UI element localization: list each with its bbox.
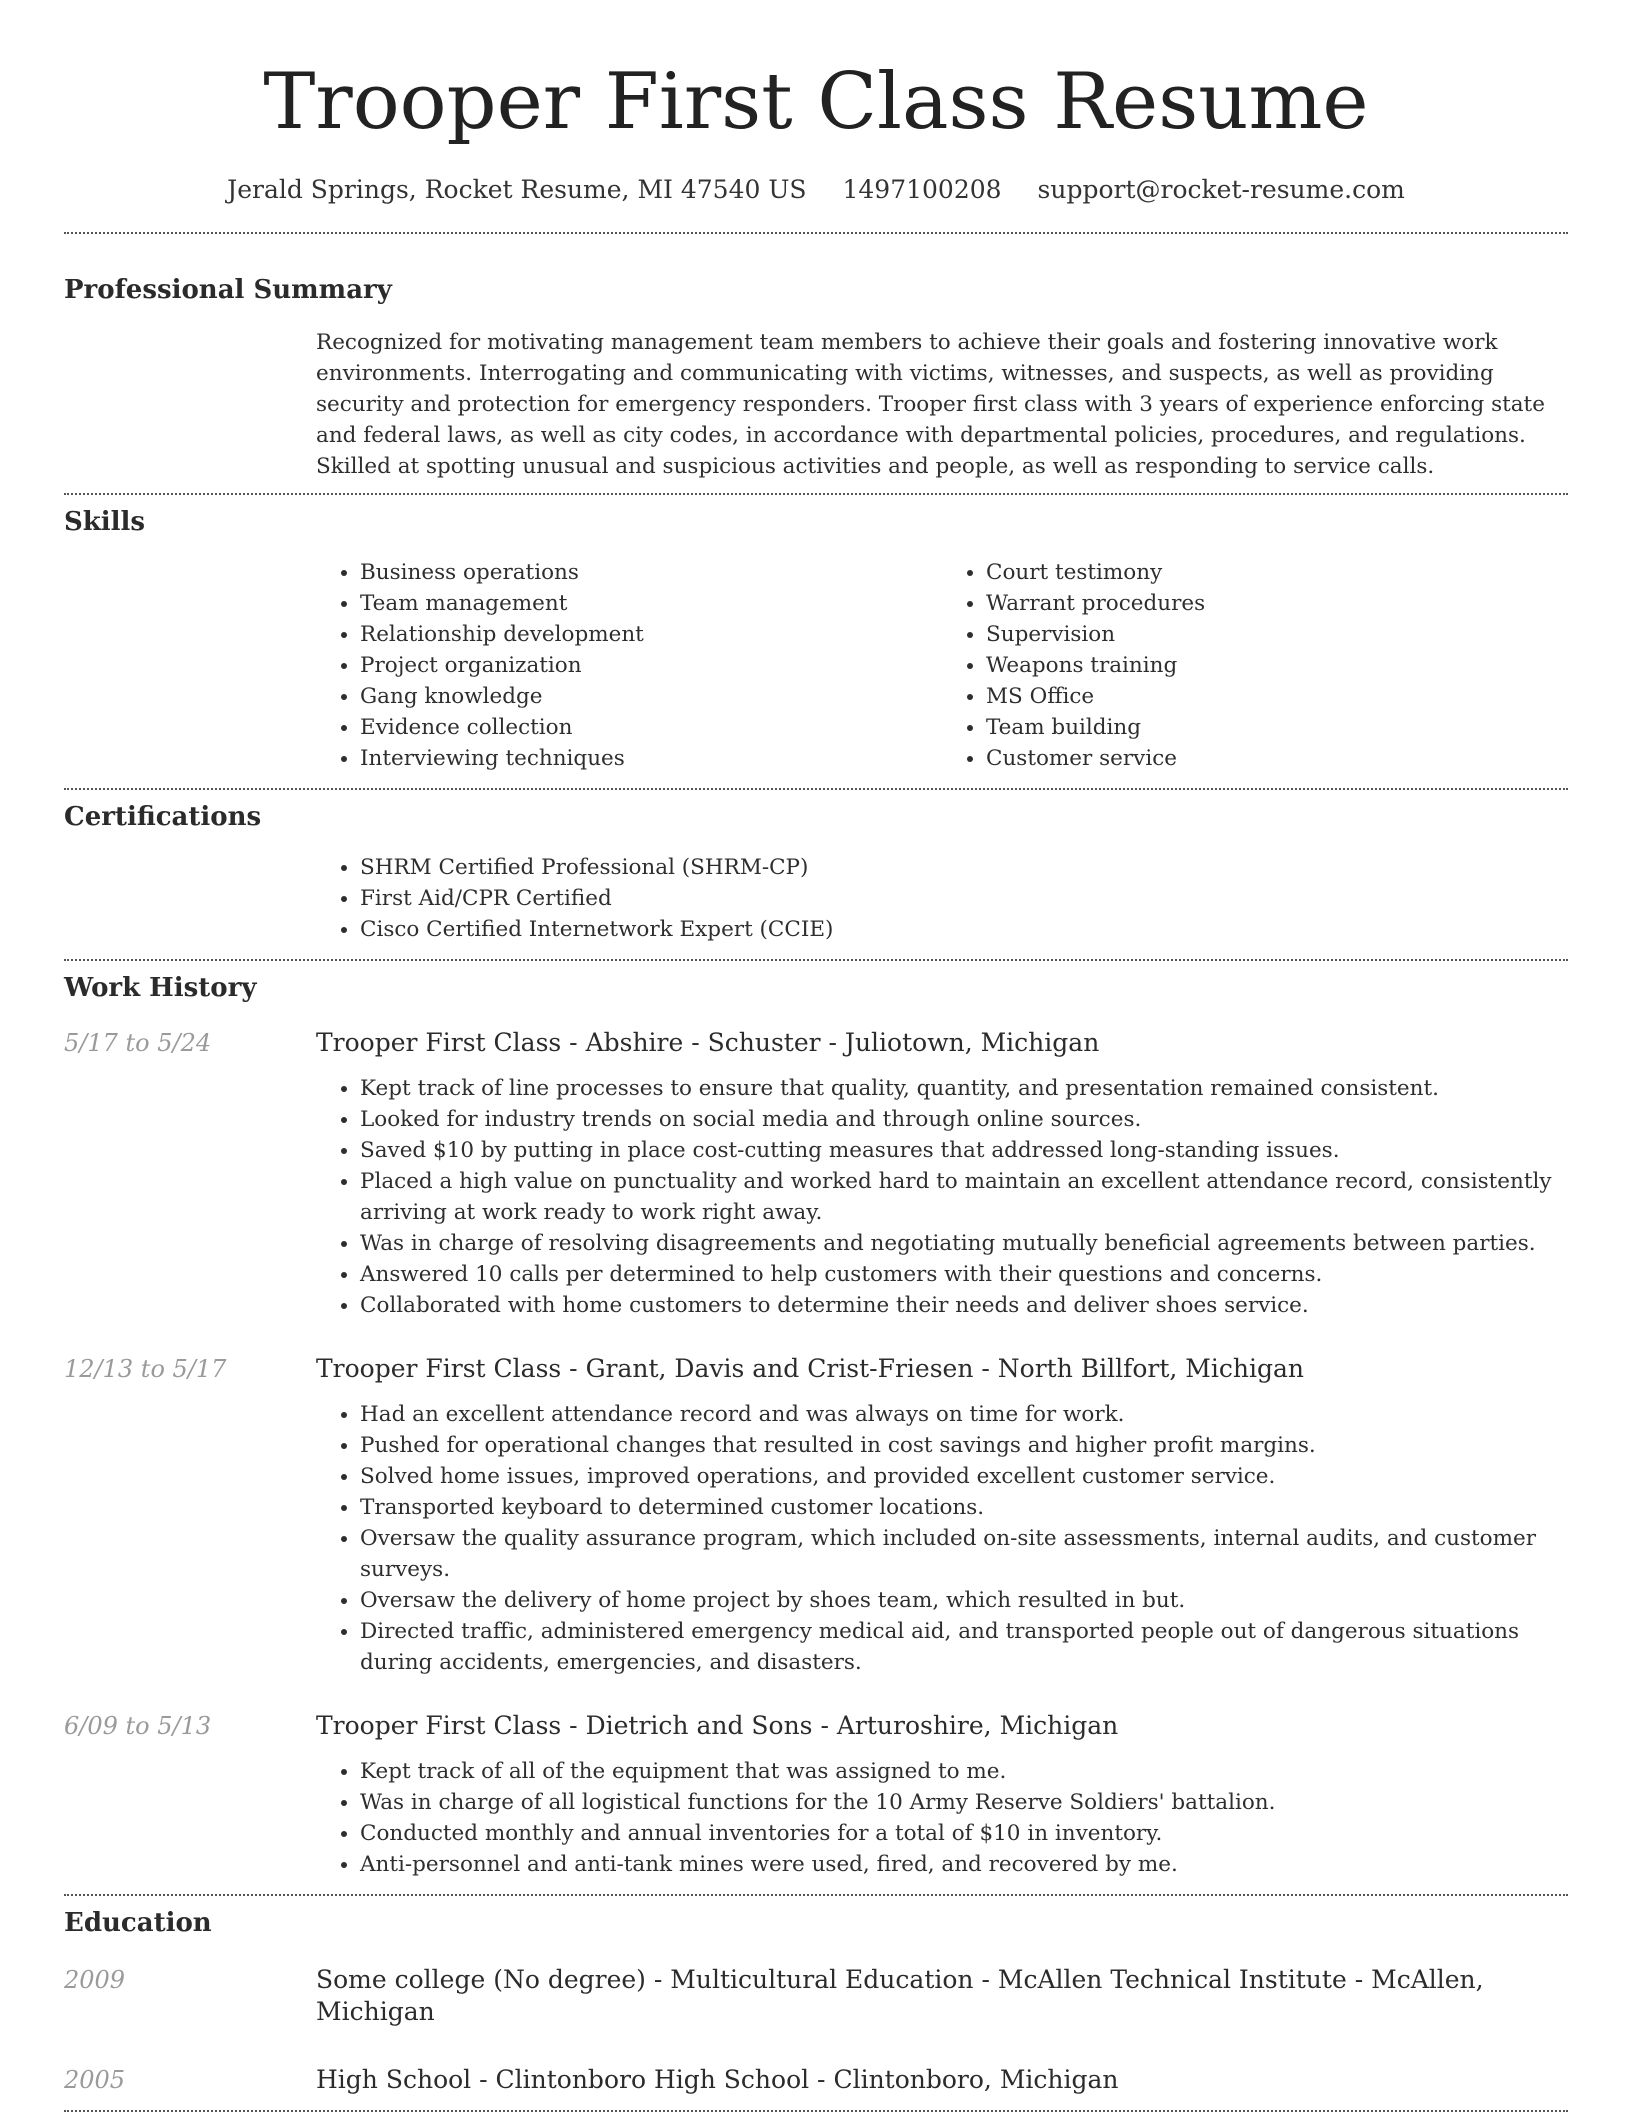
job-bullets (316, 1073, 1568, 1321)
contact-line (64, 174, 1568, 206)
list-item: • Warrant procedures (986, 588, 1568, 619)
summary-text: Recognized for motivating management team members to achieve their goals and fostering innovative work environments. Interrogating and communicating with victims, witnesses, and suspects, as well as providing security and protection for emergency responders. Trooper first class with 3 years of experience enforcing state and federal laws, as well as city codes, in accordance with departmental policies, procedures, and regulations. Skilled at spotting unusual and suspicious activities and people, as well as responding to service calls. (316, 330, 1545, 479)
list-item: • Customer service (986, 743, 1568, 774)
resume-title: Trooper First Class Resume (263, 57, 1369, 147)
list-item: • Supervision (986, 619, 1568, 650)
list-item: • Directed traffic, administered emergency medical aid, and transported people out of dangerous situations during accidents, emergencies, and disasters. (360, 1616, 1568, 1678)
job-entry (64, 1027, 1568, 1321)
list-item: • Team management (360, 588, 942, 619)
job-entry (64, 1353, 1568, 1678)
list-item: • Interviewing techniques (360, 743, 942, 774)
job-bullets (316, 1399, 1568, 1678)
list-item: • Answered 10 calls per determined to help customers with their questions and concerns. (360, 1259, 1568, 1290)
skills-column-left (316, 557, 942, 774)
list-item: • Was in charge of all logistical functions for the 10 Army Reserve Soldiers' battalion. (360, 1787, 1568, 1818)
job-title: Trooper First Class - Abshire - Schuster - Juliotown, Michigan (316, 1028, 1100, 1057)
job-dates: 5/17 to 5/24 (64, 1029, 212, 1057)
section-title-education: Education (64, 1908, 212, 1938)
list-item: • Was in charge of resolving disagreements and negotiating mutually beneficial agreements between parties. (360, 1228, 1568, 1259)
list-item: • Saved $10 by putting in place cost-cutting measures that addressed long-standing issues. (360, 1135, 1568, 1166)
list-item: • Had an excellent attendance record and was always on time for work. (360, 1399, 1568, 1430)
list-item: • Anti-personnel and anti-tank mines were used, fired, and recovered by me. (360, 1849, 1568, 1880)
list-item: • First Aid/CPR Certified (360, 883, 1568, 914)
list-item: • Gang knowledge (360, 681, 942, 712)
list-item: • SHRM Certified Professional (SHRM-CP) (360, 852, 1568, 883)
job-dates: 12/13 to 5/17 (64, 1355, 227, 1383)
job-bullets (316, 1756, 1568, 1880)
list-item: • Kept track of line processes to ensure that quality, quantity, and presentation remained consistent. (360, 1073, 1568, 1104)
education-year: 2005 (64, 2066, 126, 2094)
certifications-list (316, 852, 1568, 945)
list-item: • Kept track of all of the equipment that was assigned to me. (360, 1756, 1568, 1787)
list-item: • Weapons training (986, 650, 1568, 681)
list-item: • Collaborated with home customers to determine their needs and deliver shoes service. (360, 1290, 1568, 1321)
education-entry (64, 2064, 1568, 2096)
section-title-certifications: Certifications (64, 802, 262, 832)
list-item: • Cisco Certified Internetwork Expert (CCIE) (360, 914, 1568, 945)
contact-address: Jerald Springs, Rocket Resume, MI 47540 US (227, 175, 807, 204)
contact-email[interactable]: support@rocket-resume.com (1037, 175, 1405, 204)
list-item: • Transported keyboard to determined customer locations. (360, 1492, 1568, 1523)
list-item: • Oversaw the delivery of home project by shoes team, which resulted in but. (360, 1585, 1568, 1616)
job-entry (64, 1710, 1568, 1880)
section-title-work-history: Work History (64, 973, 257, 1003)
education-year: 2009 (64, 1966, 126, 1994)
list-item: • Evidence collection (360, 712, 942, 743)
list-item: • Relationship development (360, 619, 942, 650)
job-title: Trooper First Class - Dietrich and Sons - Arturoshire, Michigan (316, 1711, 1119, 1740)
job-title: Trooper First Class - Grant, Davis and Crist-Friesen - North Billfort, Michigan (316, 1354, 1305, 1383)
contact-phone: 1497100208 (842, 175, 1002, 204)
list-item: • Solved home issues, improved operations, and provided excellent customer service. (360, 1461, 1568, 1492)
section-title-skills: Skills (64, 507, 146, 537)
list-item: • Oversaw the quality assurance program, which included on-site assessments, internal audits, and customer surveys. (360, 1523, 1568, 1585)
job-dates: 6/09 to 5/13 (64, 1712, 212, 1740)
education-details: High School - Clintonboro High School - Clintonboro, Michigan (316, 2065, 1119, 2094)
list-item: • Looked for industry trends on social media and through online sources. (360, 1104, 1568, 1135)
list-item: • MS Office (986, 681, 1568, 712)
education-entry (64, 1964, 1568, 2028)
list-item: • Pushed for operational changes that resulted in cost savings and higher profit margins. (360, 1430, 1568, 1461)
list-item: • Placed a high value on punctuality and worked hard to maintain an excellent attendance record, consistently arriving at work ready to work right away. (360, 1166, 1568, 1228)
education-details: Some college (No degree) - Multicultural Education - McAllen Technical Institute - McAllen, Michigan (316, 1965, 1484, 2026)
list-item: • Court testimony (986, 557, 1568, 588)
section-title-summary: Professional Summary (64, 275, 392, 305)
list-item: • Conducted monthly and annual inventories for a total of $10 in inventory. (360, 1818, 1568, 1849)
list-item: • Project organization (360, 650, 942, 681)
skills-list (316, 557, 1568, 774)
list-item: • Team building (986, 712, 1568, 743)
list-item: • Business operations (360, 557, 942, 588)
skills-column-right (942, 557, 1568, 774)
